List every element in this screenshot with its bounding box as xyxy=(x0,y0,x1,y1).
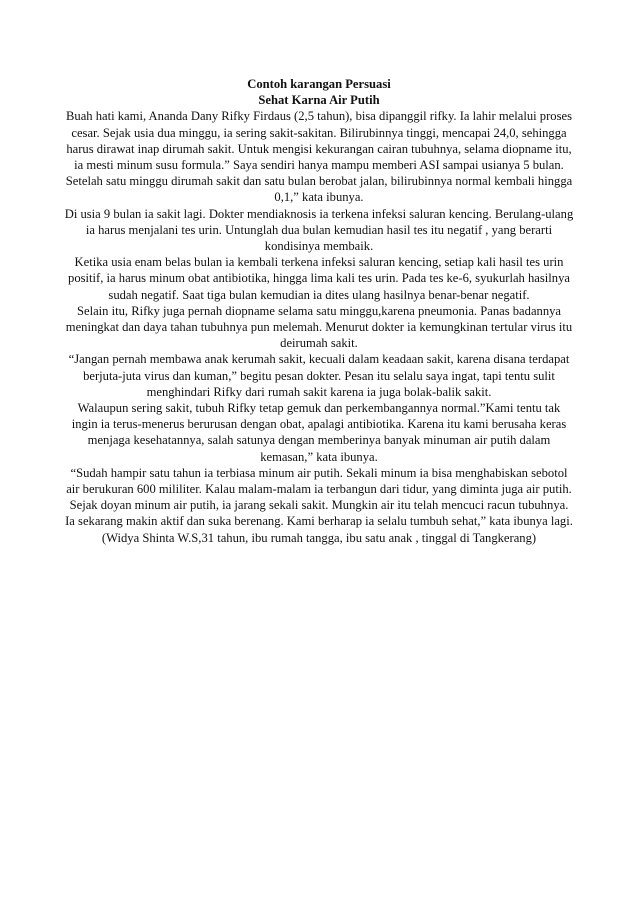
document-title-line-2: Sehat Karna Air Putih xyxy=(258,93,380,108)
paragraph-1: Buah hati kami, Ananda Dany Rifky Firdaus (2,5 tahun), bisa dipanggil rifky. Ia lahir melalui proses cesar. Sejak usia dua minggu, ia sering sakit-sakitan. Bilirubinnya tinggi, mencapai 24,0, sehingga harus dirawat inap dirumah sakit. Untuk mengisi kekurangan cairan tubuhnya, selama diopname itu, ia mesti minum susu formula.” Saya sendiri hanya mampu memberi ASI sampai usianya 5 bulan. Setelah satu minggu dirumah sakit dan satu bulan berobat jalan, bilirubinnya normal kembali hingga 0,1,” kata ibunya. xyxy=(65,109,573,205)
paragraph-6: Walaupun sering sakit, tubuh Rifky tetap gemuk dan perkembangannya normal.”Kami tentu tak ingin ia terus-menerus berurusan dengan obat, apalagi antibiotika. Karena itu kami berusaha keras menjaga kesehatannya, salah satunya dengan memberinya banyak minuman air putih dalam kemasan,” kata ibunya. xyxy=(71,401,567,464)
paragraph-5: “Jangan pernah membawa anak kerumah sakit, kecuali dalam keadaan sakit, karena disana terdapat berjuta-juta virus dan kuman,” begitu pesan dokter. Pesan itu selalu saya ingat, tapi tentu sulit menghindari Rifky dari rumah sakit karena ia juga bolak-balik sakit. xyxy=(68,352,570,399)
paragraph-2: Di usia 9 bulan ia sakit lagi. Dokter mendiaknosis ia terkena infeksi saluran kencing. Berulang-ulang ia harus menjalani tes urin. Untunglah dua bulan kemudian hasil tes itu negatif , yang berarti kondisinya membaik. xyxy=(64,206,574,254)
document-body xyxy=(64,76,574,546)
paragraph-4: Selain itu, Rifky juga pernah diopname selama satu minggu,karena pneumonia. Panas badannya meningkat dan daya tahan tubuhnya pun melemah. Menurut dokter ia kemungkinan tertular virus itu deirumah sakit. xyxy=(65,303,573,351)
document-title-line-1: Contoh karangan Persuasi xyxy=(247,77,391,91)
paragraph-7: “Sudah hampir satu tahun ia terbiasa minum air putih. Sekali minum ia bisa menghabiskan sebotol air berukuran 600 mililiter. Kalau malam-malam ia terbangun dari tidur, yang diminta juga air putih. Sejak doyan minum air putih, ia jarang sekali sakit. Mungkin air itu telah mencuci racun tubuhnya. Ia sekarang makin aktif dan suka berenang. Kami berharap ia selalu tumbuh sehat,” kata ibunya lagi. xyxy=(65,465,573,529)
source-attribution: (Widya Shinta W.S,31 tahun, ibu rumah tangga, ibu satu anak , tinggal di Tangkerang) xyxy=(101,530,537,545)
paragraph-3: Ketika usia enam belas bulan ia kembali terkena infeksi saluran kencing, setiap kali hasil tes urin positif, ia harus minum obat antibiotika, hingga lima kali tes urin. Pada tes ke-6, syukurlah hasilnya sudah negatif. Saat tiga bulan kemudian ia dites ulang hasilnya benar-benar negatif. xyxy=(68,255,570,302)
